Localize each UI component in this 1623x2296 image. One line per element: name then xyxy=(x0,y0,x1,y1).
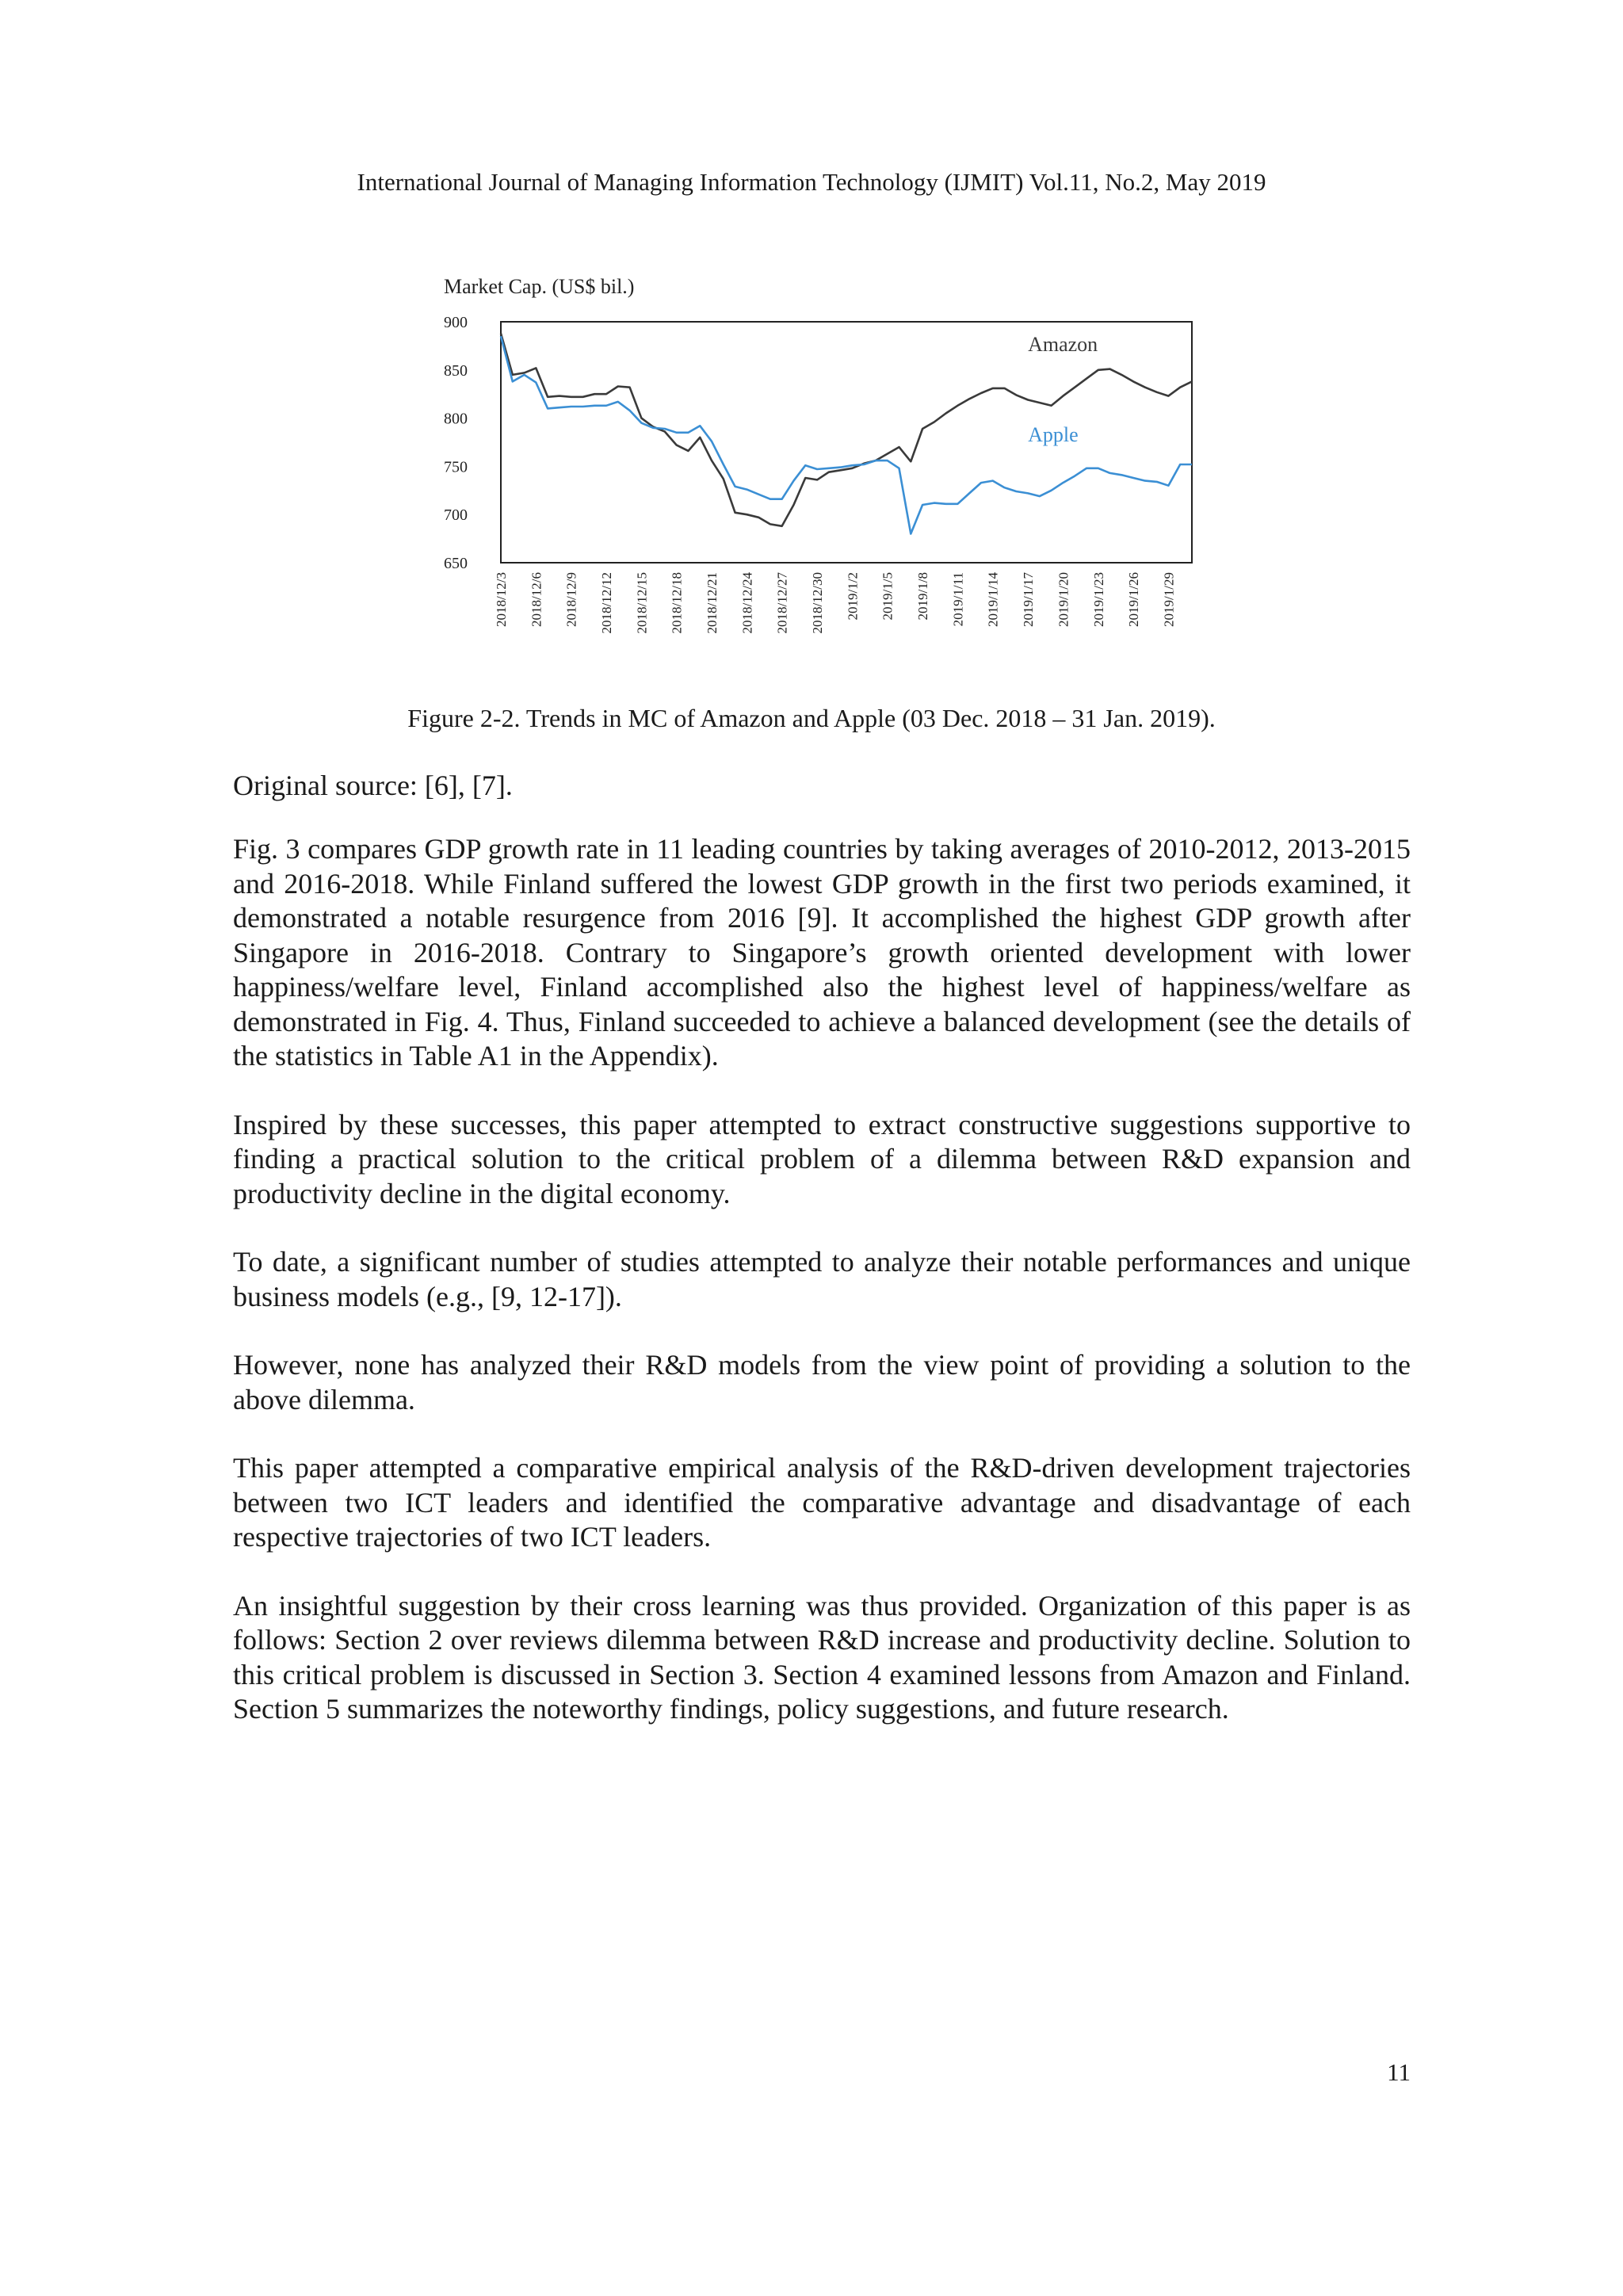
y-tick-label: 900 xyxy=(444,314,468,331)
x-tick-label: 2019/1/11 xyxy=(950,572,966,627)
page-number: 11 xyxy=(1387,2058,1411,2086)
x-tick-label: 2018/12/12 xyxy=(599,572,615,634)
paragraph: However, none has analyzed their R&D models from the view point of providing a solution to the above dilemma. xyxy=(233,1349,1411,1415)
figure-caption: Figure 2-2. Trends in MC of Amazon and Apple (03 Dec. 2018 – 31 Jan. 2019). xyxy=(407,704,1216,732)
y-tick-label: 850 xyxy=(444,361,468,380)
x-tick-label: 2019/1/8 xyxy=(915,572,931,621)
paragraph: This paper attempted a comparative empirical analysis of the R&D-driven development trajectories between two ICT leaders and identified the comparative advantage and disadvantage of each respective trajectories of two ICT leaders. xyxy=(233,1452,1411,1553)
x-tick-label: 2019/1/29 xyxy=(1161,572,1177,627)
x-tick-label: 2019/1/26 xyxy=(1126,572,1142,627)
paragraph: To date, a significant number of studies attempted to analyze their notable performances and unique business models (e.g., [9, 12-17]). xyxy=(233,1246,1411,1312)
x-tick-label: 2019/1/14 xyxy=(985,572,1001,627)
x-tick-label: 2018/12/18 xyxy=(669,572,685,634)
x-tick-label: 2019/1/20 xyxy=(1056,572,1071,627)
paragraph: Inspired by these successes, this paper attempted to extract constructive suggestions supportive to finding a practical solution to the critical problem of a dilemma between R&D expansion and productivity decline in the digital economy. xyxy=(233,1108,1411,1209)
market-cap-figure xyxy=(428,268,1220,664)
x-tick-label: 2018/12/21 xyxy=(705,572,720,634)
apple-label: Apple xyxy=(1028,422,1079,446)
x-tick-label: 2018/12/6 xyxy=(529,572,544,627)
market-cap-chart xyxy=(428,268,1220,664)
plot-border xyxy=(501,322,1192,563)
body-text xyxy=(233,832,1411,1761)
amazon-label: Amazon xyxy=(1028,333,1098,357)
x-tick-label: 2019/1/17 xyxy=(1021,572,1037,627)
y-axis-label: Market Cap. (US$ bil.) xyxy=(444,275,635,298)
series-line-amazon xyxy=(501,334,1192,526)
y-tick-label: 650 xyxy=(444,555,468,572)
series-line-apple xyxy=(501,336,1192,533)
x-tick-label: 2019/1/5 xyxy=(880,572,896,621)
x-tick-label: 2018/12/24 xyxy=(739,572,755,634)
y-tick-label: 700 xyxy=(444,506,468,525)
x-tick-label: 2018/12/27 xyxy=(774,572,790,634)
y-tick-label: 800 xyxy=(444,410,468,428)
x-tick-label: 2018/12/30 xyxy=(810,572,826,634)
x-tick-label: 2018/12/9 xyxy=(563,572,579,627)
x-tick-label: 2018/12/3 xyxy=(494,572,509,627)
x-tick-label: 2019/1/2 xyxy=(845,572,861,621)
y-tick-label: 750 xyxy=(444,458,468,476)
paragraph: Fig. 3 compares GDP growth rate in 11 leading countries by taking averages of 2010-2012, 2013-2015 and 2016-2018. While Finland suffered the lowest GDP growth in the first two periods examined, it demonstrated a notable resurgence from 2016 [9]. It accomplished the highest GDP growth after Singapore in 2016-2018. Contrary to Singapore’s growth oriented development with lower happiness/welfare level, Finland accomplished also the highest level of happiness/welfare as demonstrated in Fig. 4. Thus, Finland succeeded to achieve a balanced development (see the details of the statistics in Table A1 in the Appendix). xyxy=(233,833,1411,1072)
x-tick-label: 2018/12/15 xyxy=(634,572,650,634)
source-note: Original source: [6], [7]. xyxy=(233,770,513,801)
running-header: International Journal of Managing Information Technology (IJMIT) Vol.11, No.2, May 2019 xyxy=(357,168,1266,196)
paragraph: An insightful suggestion by their cross learning was thus provided. Organization of this paper is as follows: Section 2 over reviews dilemma between R&D increase and productivity decline. Solution to this critical problem is discussed in Section 3. Section 4 examined lessons from Amazon and Finland. Section 5 summarizes the noteworthy findings, policy suggestions, and future research. xyxy=(233,1589,1411,1725)
x-tick-label: 2019/1/23 xyxy=(1090,572,1106,627)
